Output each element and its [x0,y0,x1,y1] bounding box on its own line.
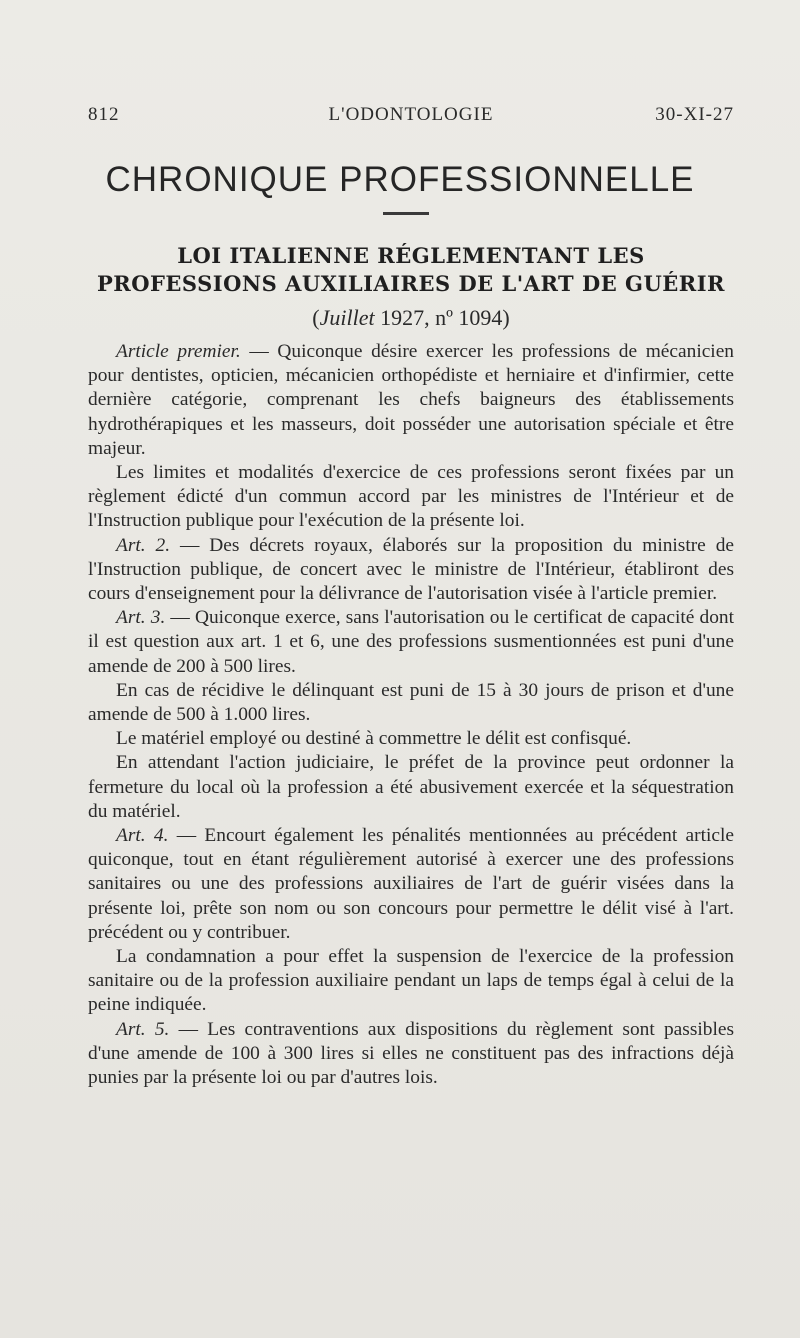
article-lead: Art. 4. [116,825,169,847]
title-divider [383,212,429,215]
paragraph [88,461,734,534]
article-lead: Art. 3. [116,607,166,629]
paragraph-text: — Quiconque exerce, sans l'autorisation ou le certificat de capacité dont il est question aux art. 1 et 6, une des professions susmentionnées est puni d'une amende de 200 à 500 lires. [88,607,734,677]
article-lead: Art. 2. [116,534,171,556]
paragraph [88,606,734,679]
paragraph [88,727,734,751]
section-title: CHRONIQUE PROFESSIONNELLE [105,160,695,199]
paragraph-text: Le matériel employé ou destiné à commettre le délit est confisqué. [116,728,632,750]
page-number: 812 [88,104,120,125]
paragraph [88,534,734,607]
paragraph [88,751,734,824]
paragraph-text: Les limites et modalités d'exercice de ces professions seront fixées par un règlement édicté d'un commun accord par les ministres de l'Intérieur et de l'Instruction publique pour l'exécution de la présente loi. [88,462,734,532]
paragraph [88,340,734,461]
article-lead: Art. 5. [116,1018,170,1040]
running-head [88,104,734,128]
article-title: LOI ITALIENNE RÉGLEMENTANT LES PROFESSIONS AUXILIAIRES DE L'ART DE GUÉRIR [96,243,726,296]
subtitle-month: Juillet [319,305,375,330]
paragraph [88,824,734,945]
paragraph-text: — Quiconque désire exercer les professions de mécanicien pour dentistes, opticien, mécanicien orthopédiste et herniaire et d'infirmier, cette dernière catégorie, comprenant les chefs baigneurs des établissements hydrothérapiques et les masseurs, doit posséder une autorisation spéciale et être majeur. [88,341,734,459]
paragraph-text: — Des décrets royaux, élaborés sur la proposition du ministre de l'Instruction publique, de concert avec le ministre de l'Intérieur, établiront des cours d'enseignement pour la délivrance de l'autorisation visée à l'article premier. [88,534,734,605]
subtitle-rest: 1927, nº 1094) [374,305,510,330]
article-lead: Article premier. [116,341,241,362]
journal-name: L'ODONTOLOGIE [328,104,494,125]
paragraph [88,945,734,1018]
issue-date: 30-XI-27 [655,104,734,125]
paragraph [88,679,734,727]
paragraph-text: — Encourt également les pénalités mentionnées au précédent article quiconque, tout en étant régulièrement autorisé à exercer une des professions sanitaires ou une des professions auxiliaires de l'art de guérir visées dans la présente loi, prête son nom ou son concours pour permettre le délit visé à l'art. précédent ou y contribuer. [88,825,734,943]
paragraph [88,1018,734,1091]
paragraph-text: — Les contraventions aux dispositions du règlement sont passibles d'une amende de 100 à 300 lires si elles ne constituent pas des infractions déjà punies par la présente loi ou par d'autres lois. [88,1018,734,1089]
paragraph-text: En attendant l'action judiciaire, le préfet de la province peut ordonner la fermeture du local où la profession a été abusivement exercée et la séquestration du matériel. [88,752,734,822]
article-body [88,340,734,1090]
article-subtitle: (Juillet 1927, nº 1094) [312,305,510,330]
paragraph-text: La condamnation a pour effet la suspension de l'exercice de la profession sanitaire ou de la profession auxiliaire pendant un laps de temps égal à celui de la peine indiquée. [88,946,734,1016]
paragraph-text: En cas de récidive le délinquant est puni de 15 à 30 jours de prison et d'une amende de 500 à 1.000 lires. [88,679,734,726]
